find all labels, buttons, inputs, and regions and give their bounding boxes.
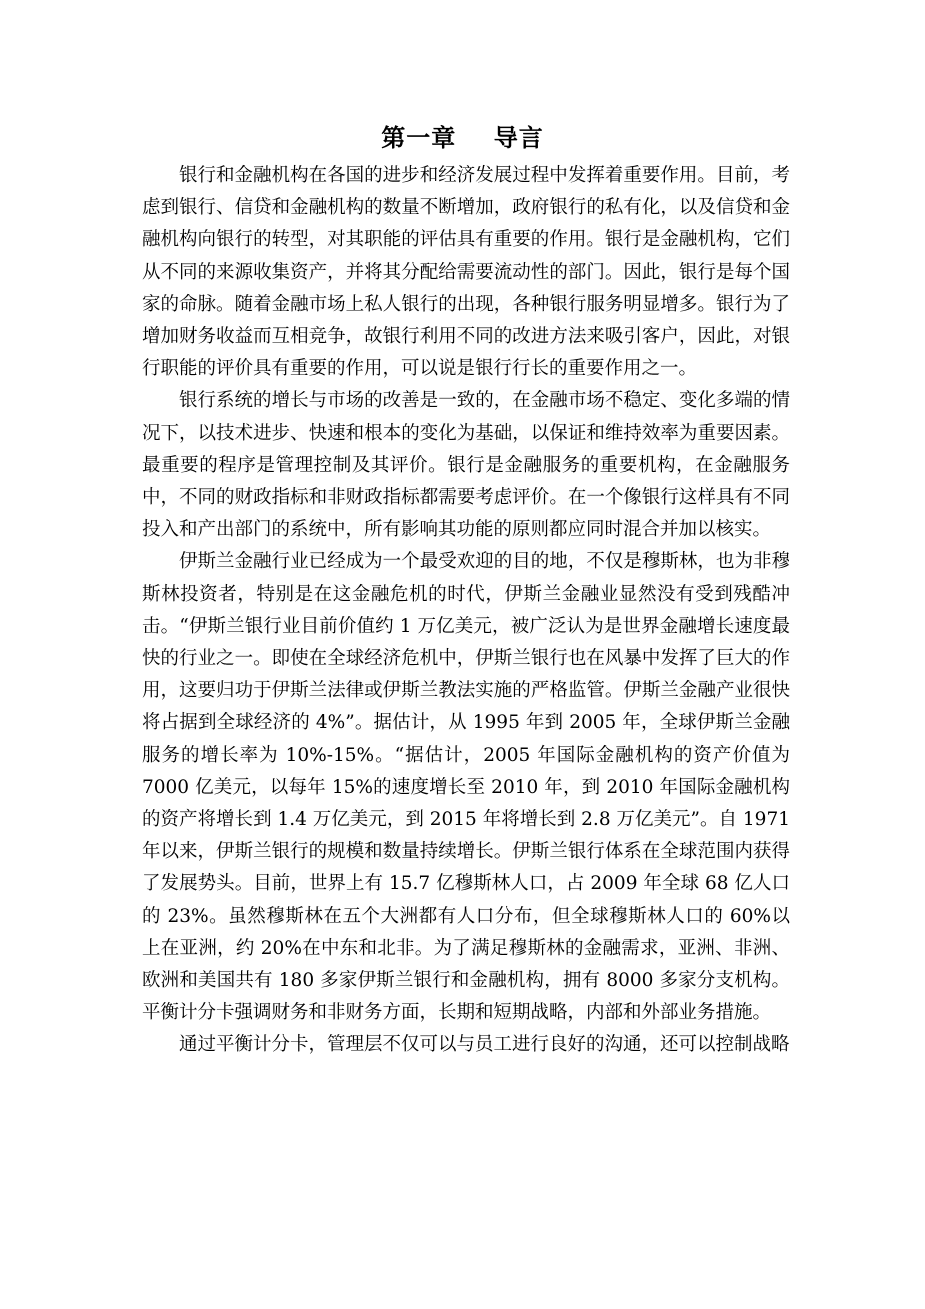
chapter-title: 第一章 导言	[381, 123, 544, 152]
paragraph: 银行和金融机构在各国的进步和经济发展过程中发挥着重要作用。目前，考虑到银行、信贷和金融机构的数量不断增加，政府银行的私有化，以及信贷和金融机构向银行的转型，对其职能的评估具有重要的作用。银行是金融机构，它们从不同的来源收集资产，并将其分配给需要流动性的部门。因此，银行是每个国家的命脉。随着金融市场上私人银行的出现，各种银行服务明显增多。银行为了增加财务收益而互相竞争，故银行利用不同的改进方法来吸引客户，因此，对银行职能的评价具有重要的作用，可以说是银行行长的重要作用之一。	[142, 165, 790, 380]
paragraph: 银行系统的增长与市场的改善是一致的，在金融市场不稳定、变化多端的情况下，以技术进步、快速和根本的变化为基础，以保证和维持效率为重要因素。最重要的程序是管理控制及其评价。银行是金融服务的重要机构，在金融服务中，不同的财政指标和非财政指标都需要考虑评价。在一个像银行这样具有不同投入和产出部门的系统中，所有影响其功能的原则都应同时混合并加以核实。	[142, 390, 790, 541]
body-text	[142, 160, 790, 1062]
paragraph: 通过平衡计分卡，管理层不仅可以与员工进行良好的沟通，还可以控制战略	[179, 1034, 790, 1056]
paragraph: 伊斯兰金融行业已经成为一个最受欢迎的目的地，不仅是穆斯林，也为非穆斯林投资者，特别是在这金融危机的时代，伊斯兰金融业显然没有受到残酷冲击。“伊斯兰银行业目前价值约 1 万亿美元，被广泛认为是世界金融增长速度最快的行业之一。即使在全球经济危机中，伊斯兰银行也在风暴中发挥了巨大的作用，这要归功于伊斯兰法律或伊斯兰教法实施的严格监管。伊斯兰金融产业很快将占据到全球经济的 4%”。据估计，从 1995 年到 2005 年，全球伊斯兰金融服务的增长率为 10%-15%。“据估计，2005 年国际金融机构的资产价值为 7000 亿美元，以每年 15%的速度增长至 2010 年，到 2010 年国际金融机构的资产将增长到 1.4 万亿美元，到 2015 年将增长到 2.8 万亿美元”。自 1971 年以来，伊斯兰银行的规模和数量持续增长。伊斯兰银行体系在全球范围内获得了发展势头。目前，世界上有 15.7 亿穆斯林人口，占 2009 年全球 68 亿人口的 23%。虽然穆斯林在五个大洲都有人口分布，但全球穆斯林人口的 60%以上在亚洲，约 20%在中东和北非。为了满足穆斯林的金融需求，亚洲、非洲、欧洲和美国共有 180 多家伊斯兰银行和金融机构，拥有 8000 多家分支机构。平衡计分卡强调财务和非财务方面，长期和短期战略，内部和外部业务措施。	[142, 551, 790, 1024]
